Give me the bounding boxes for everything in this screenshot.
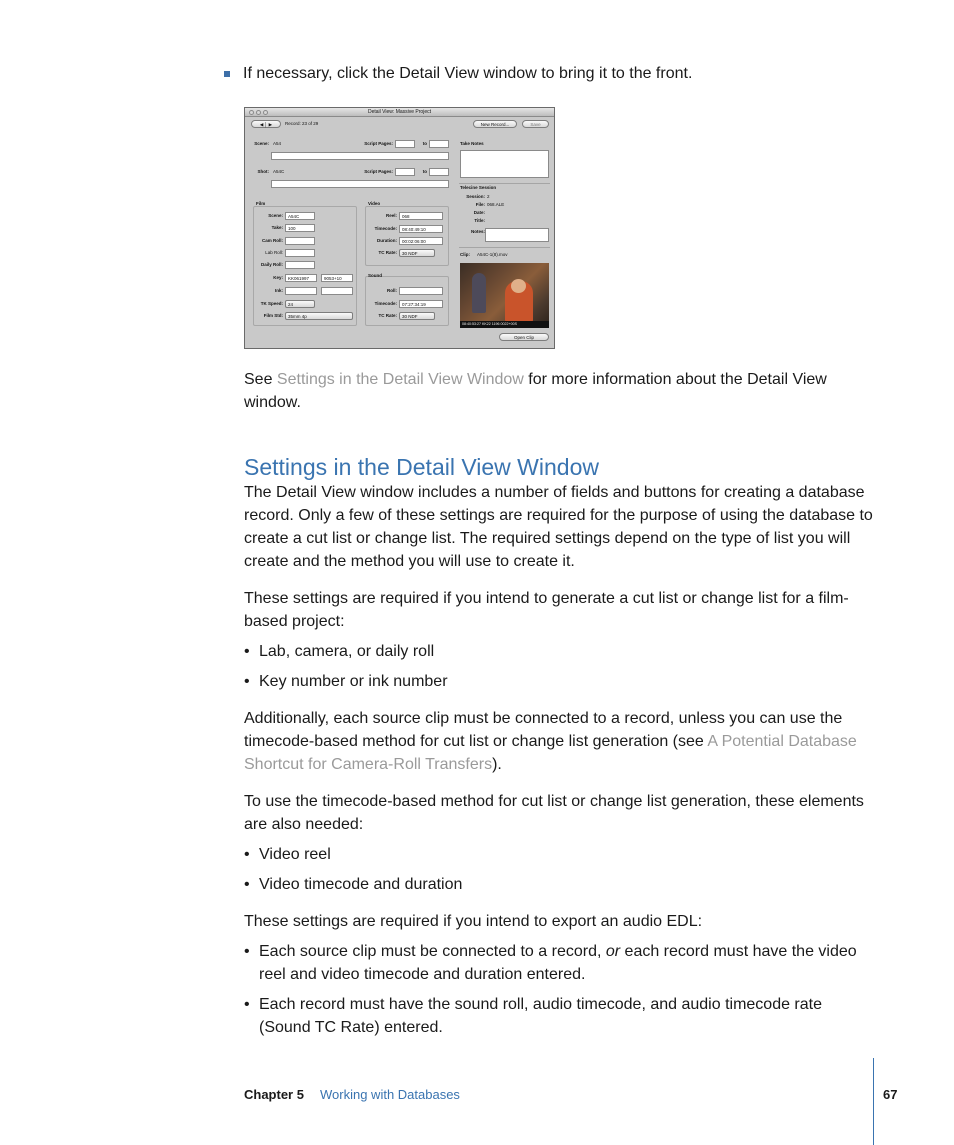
- timecode-method-paragraph: To use the timecode-based method for cut list or change list generation, these elements are also needed:: [244, 793, 864, 833]
- duration-label: Duration:: [377, 238, 397, 243]
- shot-description-field: [271, 180, 449, 188]
- scene-label: Scene:: [254, 141, 269, 146]
- sound-timecode-field: 07:27:34:19: [399, 300, 443, 308]
- sound-roll-field: [399, 287, 443, 295]
- script-pages-label: Script Pages:: [364, 141, 393, 146]
- figure-left: [472, 273, 486, 313]
- settings-link[interactable]: Settings in the Detail View Window: [276, 371, 524, 388]
- ink-field-2: [321, 287, 353, 295]
- video-group-title: Video: [368, 201, 381, 206]
- scene-value: A54: [273, 141, 282, 146]
- list-item-text: Video timecode and duration: [259, 876, 463, 893]
- shot-page-to-field: [429, 168, 449, 176]
- list-item: [244, 940, 874, 986]
- list-item-text: Key number or ink number: [259, 673, 448, 690]
- tk-speed-popup: 24: [285, 300, 315, 308]
- ink-field-1: [285, 287, 317, 295]
- shortcut-link[interactable]: A Potential Database Shortcut for Camera-Roll Transfers: [244, 733, 857, 773]
- intro-bullet-text: If necessary, click the Detail View window to bring it to the front.: [243, 65, 693, 82]
- key-label: Key:: [273, 275, 283, 280]
- window-toolbar: [245, 117, 554, 131]
- list-item-text: [259, 940, 874, 986]
- notes-label: Notes:: [470, 229, 485, 234]
- lab-roll-field: [285, 249, 315, 257]
- cam-roll-label: Cam Roll:: [261, 238, 283, 243]
- sound-timecode-label: Timecode:: [374, 301, 397, 306]
- video-timecode-overlay: 08:40:53:27 KK22 1196 0022+00S: [460, 321, 549, 328]
- item-emphasis: or: [605, 943, 621, 960]
- footer-divider: [873, 1058, 874, 1145]
- key-field-2: 9053+10: [321, 274, 353, 282]
- list-item-text: Each record must have the sound roll, audio timecode, and audio timecode rate (Sound TC Rate) entered.: [259, 996, 822, 1036]
- duration-field: 00:02:06:00: [399, 237, 443, 245]
- bullet-dot-icon: •: [244, 846, 250, 863]
- shot-value: A54C: [273, 169, 285, 174]
- para3-prefix: Additionally, each source clip must be connected to a record, unless you can use the timecode-based method for cut list or change list generation (see: [244, 710, 843, 750]
- reel-field: 068: [399, 212, 443, 220]
- cam-roll-field: [285, 237, 315, 245]
- bullet-dot-icon: •: [244, 996, 250, 1013]
- shot-page-from-field: [395, 168, 415, 176]
- list-item-text: Lab, camera, or daily roll: [259, 643, 435, 660]
- detail-view-screenshot: [244, 107, 555, 349]
- tc-rate-popup: 30 NDF: [399, 249, 435, 257]
- minimize-dot-icon: [256, 110, 261, 115]
- daily-roll-label: Daily Roll:: [260, 262, 283, 267]
- film-requirements-paragraph: These settings are required if you intend to generate a cut list or change list for a film-based project:: [244, 590, 849, 630]
- timecode-label: Timecode:: [374, 226, 397, 231]
- record-label: Record: 23 of 29: [285, 121, 319, 126]
- film-std-popup: 35mm 4p: [285, 312, 353, 320]
- see-prefix: See: [244, 371, 277, 388]
- audio-edl-paragraph: These settings are required if you intend to export an audio EDL:: [244, 913, 703, 930]
- key-field-1: KK061997: [285, 274, 317, 282]
- zoom-dot-icon: [263, 110, 268, 115]
- reel-label: Reel:: [385, 213, 397, 218]
- intro-bullet: [224, 64, 692, 84]
- window-controls: [249, 110, 268, 115]
- timecode-field: 08:40:49:10: [399, 225, 443, 233]
- file-value: 068.ALE: [487, 202, 505, 207]
- script-page-from-field: [395, 140, 415, 148]
- figure-right-head: [511, 279, 526, 293]
- clip-value: A54C-1(8).mov: [477, 252, 508, 257]
- bullet-dot-icon: •: [244, 643, 250, 660]
- window-title: Detail View: Massive Project: [368, 109, 431, 115]
- sound-group-title: Sound: [368, 273, 382, 278]
- square-bullet-icon: [224, 71, 230, 77]
- session-value: 2: [487, 194, 490, 199]
- bullet-dot-icon: •: [244, 943, 250, 960]
- sound-tc-rate-label: TC Rate:: [378, 313, 397, 318]
- item-suffix: each record must have the video reel and video timecode and duration entered.: [259, 943, 857, 983]
- film-take-field: 100: [285, 224, 315, 232]
- para3-suffix: ).: [492, 756, 502, 773]
- new-record-button: New Record...: [473, 120, 517, 128]
- page-number: 67: [883, 1087, 898, 1102]
- to-label-2: to: [422, 169, 427, 174]
- open-clip-button: Open Clip: [499, 333, 549, 341]
- window-titlebar: [245, 108, 554, 117]
- sound-tc-rate-popup: 30 NDF: [399, 312, 435, 320]
- intro-paragraph: The Detail View window includes a number of fields and buttons for creating a database record. Only a few of these settings are required for the purpose of using the database to create a cut list or change list. The required settings depend on the type of list you will create and the method you will use to create it.: [244, 484, 873, 570]
- list-item: [244, 873, 874, 896]
- film-scene-field: A54C: [285, 212, 315, 220]
- script-page-to-field: [429, 140, 449, 148]
- tc-rate-label: TC Rate:: [378, 250, 397, 255]
- bullet-dot-icon: •: [244, 876, 250, 893]
- notes-field: [485, 228, 549, 242]
- film-std-label: Film Std:: [263, 313, 283, 318]
- section-heading: Settings in the Detail View Window: [244, 454, 599, 480]
- title-label: Title:: [474, 218, 485, 223]
- lab-roll-label: Lab Roll:: [265, 250, 283, 255]
- list-item: [244, 670, 874, 693]
- list-item-text: Video reel: [259, 846, 331, 863]
- take-notes-field: [460, 150, 549, 178]
- item-prefix: Each source clip must be connected to a record,: [259, 943, 606, 960]
- see-suffix: for more information about the Detail View window.: [244, 371, 827, 411]
- script-pages-label-2: Script Pages:: [364, 169, 393, 174]
- footer-chapter-title[interactable]: Working with Databases: [320, 1087, 460, 1102]
- file-label: File:: [475, 202, 485, 207]
- film-scene-label: Scene:: [268, 213, 283, 218]
- tk-speed-label: TK Speed:: [260, 301, 283, 306]
- divider-2: [459, 247, 550, 248]
- see-paragraph: [244, 368, 874, 414]
- list-item: [244, 843, 874, 866]
- additionally-paragraph: [244, 707, 874, 776]
- clip-preview-image: [460, 263, 549, 328]
- date-label: Date:: [473, 210, 485, 215]
- save-button: Save: [522, 120, 549, 128]
- ink-label: Ink:: [274, 288, 283, 293]
- to-label: to: [422, 141, 427, 146]
- close-dot-icon: [249, 110, 254, 115]
- take-notes-label: Take Notes: [460, 141, 484, 146]
- daily-roll-field: [285, 261, 315, 269]
- film-take-label: Take:: [271, 225, 283, 230]
- clip-label: Clip:: [460, 252, 470, 257]
- list-item: [244, 640, 874, 663]
- record-nav-buttons: ◀ │ ▶: [251, 120, 281, 128]
- film-group-title: Film: [256, 201, 266, 206]
- footer-chapter: Chapter 5: [244, 1087, 304, 1102]
- scene-description-field: [271, 152, 449, 160]
- bullet-dot-icon: •: [244, 673, 250, 690]
- list-item: [244, 993, 874, 1039]
- divider: [459, 183, 550, 184]
- telecine-session-label: Telecine Session: [460, 185, 497, 190]
- session-label: Session:: [466, 194, 485, 199]
- shot-label: Shot:: [257, 169, 269, 174]
- sound-roll-label: Roll:: [387, 288, 397, 293]
